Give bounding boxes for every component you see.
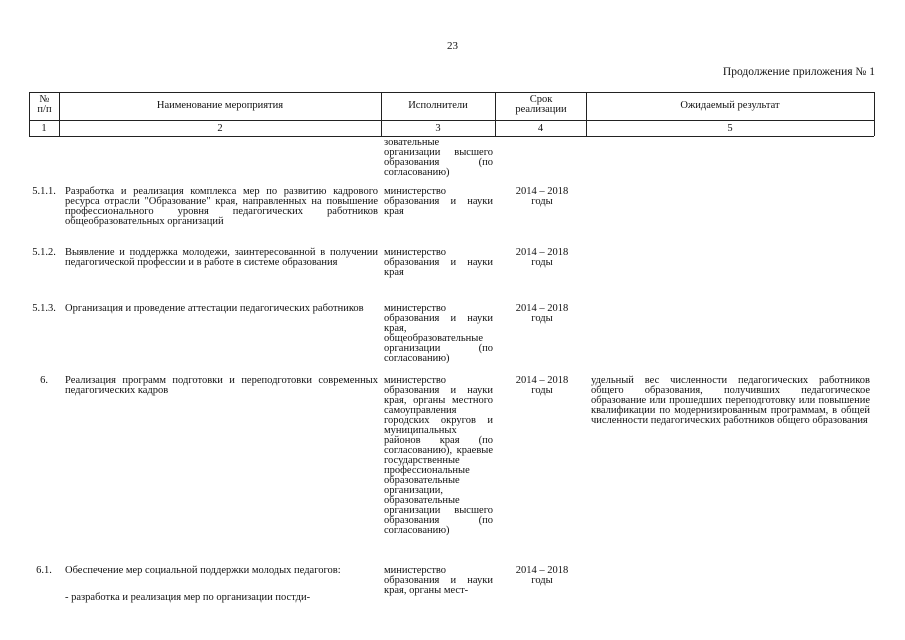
header-term: Срок реализации [515, 94, 567, 115]
continuation-label: Продолжение приложения № 1 [722, 66, 875, 78]
colnum-3: 3 [435, 123, 441, 134]
row-term: 2014 – 2018 годы [515, 303, 569, 324]
row-term: 2014 – 2018 годы [515, 186, 569, 207]
header-result: Ожидаемый результат [680, 100, 780, 111]
row-number: 6. [40, 375, 48, 386]
header-name: Наименование мероприятия [156, 100, 284, 111]
row-number: 5.1.1. [32, 186, 56, 197]
row-name-extra: - разработка и реализация мер по организации постди- [65, 592, 311, 603]
colnum-5: 5 [727, 123, 733, 134]
header-bottom-rule [29, 120, 874, 121]
row-name: Реализация программ подготовки и переподготовки современных педагогических кадров [65, 375, 378, 396]
header-executors: Исполнители [408, 100, 468, 111]
row-executors: министерство образования и науки края [384, 247, 493, 278]
row-term: 2014 – 2018 годы [515, 375, 569, 396]
row-term: 2014 – 2018 годы [515, 247, 569, 268]
row-name: Выявление и поддержка молодежи, заинтересованной в получении педагогической профессии и в работе в системе образования [65, 247, 378, 268]
row-executors: министерство образования и науки края, общеобразовательные организации (по согласованию) [384, 303, 493, 364]
row-name: Организация и проведение аттестации педагогических работников [65, 303, 364, 314]
header-num: № п/п [37, 94, 52, 115]
row-result: удельный вес численности педагогических работников общего образования, получивших педагогическое образование или прошедших переподготовку или повышение квалификации по модернизированным программам, в общей численности педагогических работников общего образования [591, 375, 870, 426]
numbering-bottom-rule [29, 136, 874, 137]
row-term: 2014 – 2018 годы [515, 565, 569, 586]
col-border-right [874, 92, 875, 136]
row-name: Разработка и реализация комплекса мер по развитию кадрового ресурса отрасли "Образование" края, направленных на повышение профессионального уровня педагогических работников общеобразовательных организаций [65, 186, 378, 227]
row-number: 5.1.3. [32, 303, 56, 314]
row-executors: министерство образования и науки края, органы местного самоуправления городских округов и муниципальных районов края (по согласованию), краевые государственные профессиональные образовательные организации, образовательные организации высшего образования (по согласованию) [384, 375, 493, 536]
colnum-1: 1 [41, 123, 47, 134]
row-number: 6.1. [36, 565, 52, 576]
colnum-4: 4 [537, 123, 544, 134]
row-executors: министерство образования и науки края [384, 186, 493, 217]
page-number: 23 [447, 40, 458, 52]
colnum-2: 2 [217, 123, 223, 134]
row-name: Обеспечение мер социальной поддержки молодых педагогов: [65, 565, 341, 576]
row-number: 5.1.2. [32, 247, 56, 258]
row-executors: министерство образования и науки края, органы мест- [384, 565, 493, 596]
table-top-rule [29, 92, 874, 93]
row-executors: зовательные организации высшего образования (по согласованию) [384, 137, 493, 178]
